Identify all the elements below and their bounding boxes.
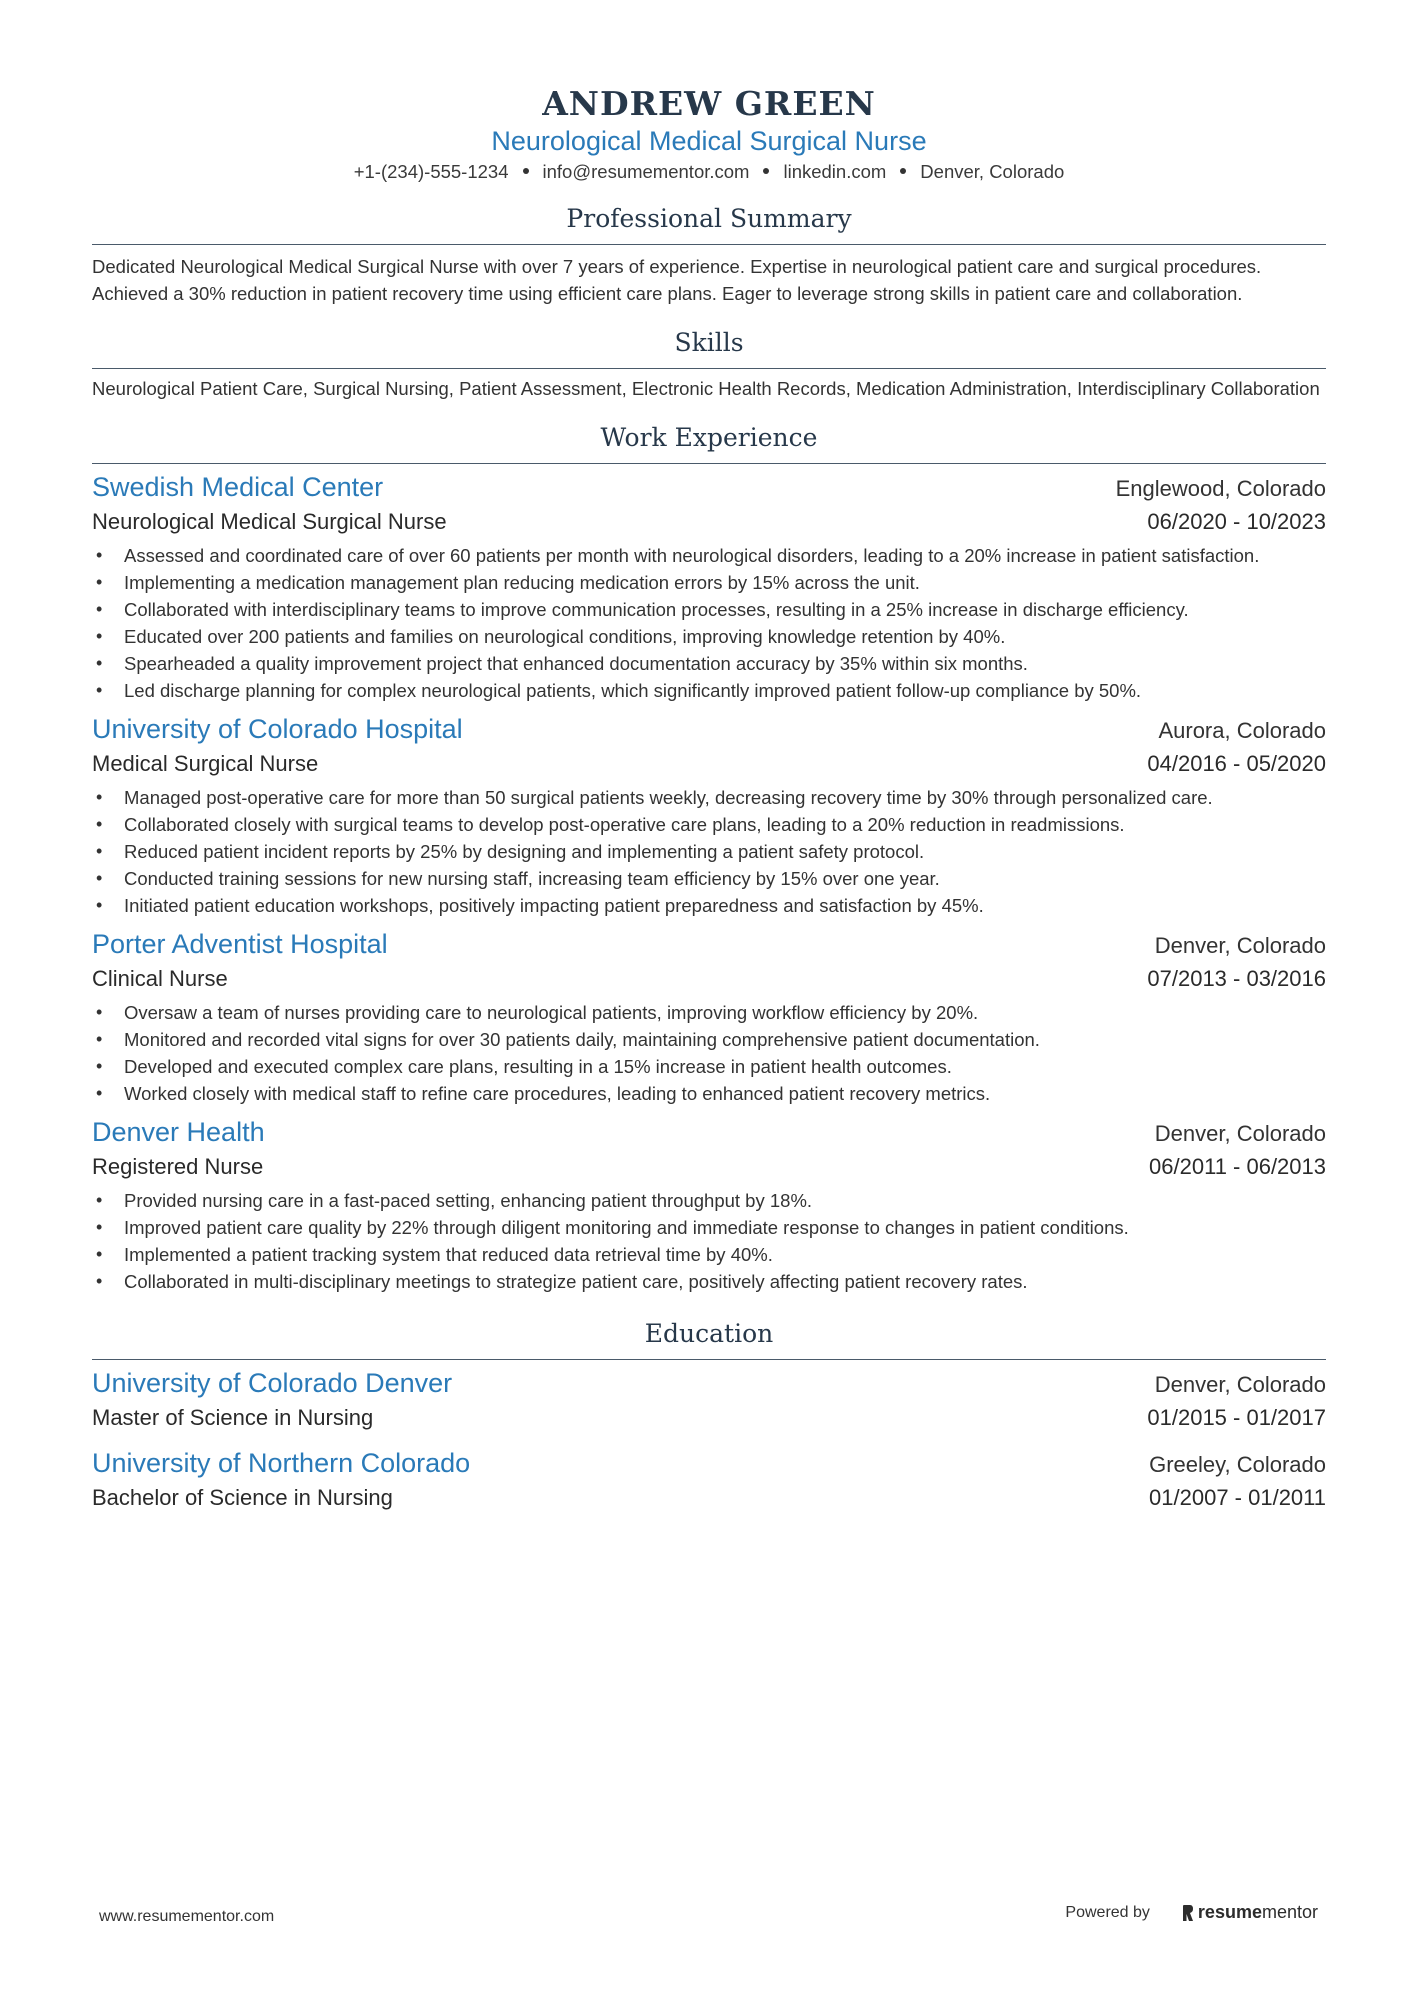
bullet-icon: • (96, 1029, 103, 1049)
education-entry (92, 1366, 1326, 1434)
bullet-icon: • (96, 1271, 103, 1291)
footer-website-link[interactable]: www.resumementor.com (99, 1908, 275, 1925)
school-name: University of Northern Colorado (92, 1448, 471, 1478)
bullet-icon: • (96, 572, 103, 592)
bullet-icon: • (96, 787, 103, 807)
list-item: • Spearheaded a quality improvement project that enhanced documentation accuracy by 35% within six months. (92, 650, 1326, 677)
separator-dot-icon (900, 168, 906, 174)
contact-location: Denver, Colorado (920, 161, 1065, 182)
powered-by-label: Powered by (1065, 1903, 1150, 1921)
job-organization: University of Colorado Hospital (92, 714, 463, 744)
experience-heading: Work Experience (92, 421, 1326, 464)
skills-section (92, 326, 1326, 401)
list-item: • Implemented a patient tracking system that reduced data retrieval time by 40%. (92, 1241, 1326, 1268)
list-item: • Provided nursing care in a fast-paced setting, enhancing patient throughput by 18%. (92, 1187, 1326, 1214)
list-item: • Collaborated with interdisciplinary teams to improve communication processes, resulting in a 25% increase in discharge efficiency. (92, 596, 1326, 623)
job-entry (92, 927, 1326, 1107)
summary-text: Dedicated Neurological Medical Surgical Nurse with over 7 years of experience. Expertise in neurological patient care and surgical procedures. Achieved a 30% reduction in patient recovery time using efficient care plans. Eager to leverage strong skills in patient care and collaboration. (92, 256, 1262, 304)
contact-email: info@resumementor.com (542, 161, 750, 182)
list-item: • Oversaw a team of nurses providing care to neurological patients, improving workflow efficiency by 20%. (92, 999, 1326, 1026)
contact-phone: +1-(234)-555-1234 (353, 161, 509, 182)
degree-dates: 01/2007 - 01/2011 (1149, 1485, 1326, 1510)
list-item: • Educated over 200 patients and families on neurological conditions, improving knowledge retention by 40%. (92, 623, 1326, 650)
list-item: • Monitored and recorded vital signs for over 30 patients daily, maintaining comprehensive patient documentation. (92, 1026, 1326, 1053)
job-bullets (92, 784, 1326, 919)
job-dates: 07/2013 - 03/2016 (1147, 966, 1326, 991)
job-title: Registered Nurse (92, 1154, 264, 1179)
bullet-icon: • (96, 626, 103, 646)
job-title: Neurological Medical Surgical Nurse (92, 509, 447, 534)
bullet-icon: • (96, 814, 103, 834)
education-entry (92, 1446, 1326, 1514)
bullet-icon: • (96, 599, 103, 619)
education-section (92, 1317, 1326, 1514)
school-name: University of Colorado Denver (92, 1368, 453, 1398)
skills-heading: Skills (92, 326, 1326, 369)
brand-name: resumementor (1197, 1902, 1318, 1922)
list-item: • Collaborated closely with surgical teams to develop post-operative care plans, leading to a 20% reduction in readmissions. (92, 811, 1326, 838)
bullet-icon: • (96, 545, 103, 565)
degree-name: Bachelor of Science in Nursing (92, 1485, 393, 1510)
summary-heading: Professional Summary (92, 202, 1326, 245)
list-item: • Conducted training sessions for new nursing staff, increasing team efficiency by 15% over one year. (92, 865, 1326, 892)
job-location: Denver, Colorado (1154, 933, 1326, 958)
job-dates: 06/2011 - 06/2013 (1149, 1154, 1326, 1179)
job-organization: Porter Adventist Hospital (92, 929, 388, 959)
list-item: • Managed post-operative care for more than 50 surgical patients weekly, decreasing recovery time by 30% through personalized care. (92, 784, 1326, 811)
separator-dot-icon (523, 168, 529, 174)
list-item: • Improved patient care quality by 22% through diligent monitoring and immediate response to changes in patient conditions. (92, 1214, 1326, 1241)
separator-dot-icon (763, 168, 769, 174)
bullet-icon: • (96, 841, 103, 861)
list-item: • Collaborated in multi-disciplinary meetings to strategize patient care, positively affecting patient recovery rates. (92, 1268, 1326, 1295)
job-organization: Swedish Medical Center (92, 472, 384, 502)
job-organization: Denver Health (92, 1117, 265, 1147)
contact-line (92, 158, 1326, 186)
job-bullets (92, 999, 1326, 1107)
job-bullets (92, 542, 1326, 704)
experience-section (92, 421, 1326, 1295)
education-heading: Education (92, 1317, 1326, 1360)
job-entry (92, 1115, 1326, 1295)
bullet-icon: • (96, 1083, 103, 1103)
degree-name: Master of Science in Nursing (92, 1405, 374, 1430)
bullet-icon: • (96, 680, 103, 700)
job-bullets (92, 1187, 1326, 1295)
job-title: Clinical Nurse (92, 966, 228, 991)
bullet-icon: • (96, 1002, 103, 1022)
job-entry (92, 712, 1326, 919)
bullet-icon: • (96, 1056, 103, 1076)
job-location: Aurora, Colorado (1158, 718, 1326, 743)
bullet-icon: • (96, 868, 103, 888)
job-dates: 04/2016 - 05/2020 (1147, 751, 1326, 776)
candidate-role: Neurological Medical Surgical Nurse (491, 126, 927, 156)
bullet-icon: • (96, 1217, 103, 1237)
school-location: Greeley, Colorado (1149, 1452, 1326, 1477)
job-entry (92, 470, 1326, 704)
resumementor-logo-icon (1182, 1904, 1194, 1922)
job-location: Denver, Colorado (1154, 1121, 1326, 1146)
summary-section (92, 202, 1326, 307)
list-item: • Worked closely with medical staff to refine care procedures, leading to enhanced patient recovery metrics. (92, 1080, 1326, 1107)
list-item: • Assessed and coordinated care of over 60 patients per month with neurological disorders, leading to a 20% increase in patient satisfaction. (92, 542, 1326, 569)
contact-linkedin: linkedin.com (783, 161, 887, 182)
list-item: • Developed and executed complex care plans, resulting in a 15% increase in patient health outcomes. (92, 1053, 1326, 1080)
list-item: • Initiated patient education workshops, positively impacting patient preparedness and satisfaction by 45%. (92, 892, 1326, 919)
list-item: • Led discharge planning for complex neurological patients, which significantly improved patient follow-up compliance by 50%. (92, 677, 1326, 704)
footer-branding[interactable] (1065, 1902, 1318, 1923)
bullet-icon: • (96, 1244, 103, 1264)
candidate-name: ANDREW GREEN (542, 84, 876, 123)
resume-page (92, 0, 1326, 1514)
bullet-icon: • (96, 1190, 103, 1210)
list-item: • Implementing a medication management plan reducing medication errors by 15% across the unit. (92, 569, 1326, 596)
school-location: Denver, Colorado (1154, 1372, 1326, 1397)
job-dates: 06/2020 - 10/2023 (1147, 509, 1326, 534)
degree-dates: 01/2015 - 01/2017 (1147, 1405, 1326, 1430)
bullet-icon: • (96, 653, 103, 673)
job-location: Englewood, Colorado (1115, 476, 1326, 501)
bullet-icon: • (96, 895, 103, 915)
skills-text: Neurological Patient Care, Surgical Nursing, Patient Assessment, Electronic Health Records, Medication Administration, Interdisciplinary Collaboration (92, 378, 1320, 399)
list-item: • Reduced patient incident reports by 25% by designing and implementing a patient safety protocol. (92, 838, 1326, 865)
job-title: Medical Surgical Nurse (92, 751, 319, 776)
